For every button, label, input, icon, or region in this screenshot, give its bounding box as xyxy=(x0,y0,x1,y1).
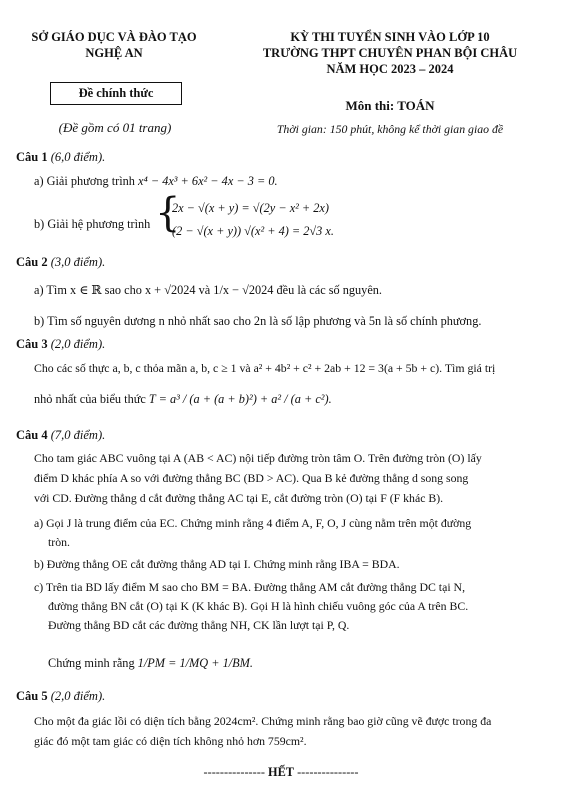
question-2-title xyxy=(16,255,105,270)
end-text: HẾT xyxy=(268,765,294,779)
question-5-title xyxy=(16,689,105,704)
q4-intro-2: điểm D khác phía A so với đường thẳng BC (BD > AC). Qua B kẻ đường thẳng d song song xyxy=(34,471,469,485)
question-3-title xyxy=(16,337,105,352)
q4c-line-3: Đường thẳng BD cắt các đường thẳng NH, CK lần lượt tại P, Q. xyxy=(48,618,350,632)
q3-line-2-text: nhỏ nhất của biểu thức xyxy=(34,392,146,406)
q4b-line: b) Đường thẳng OE cắt đường thẳng AD tại I. Chứng minh rằng IBA = BDA. xyxy=(34,557,400,571)
question-4-title xyxy=(16,428,105,443)
q1a-text: a) Giải phương trình xyxy=(34,174,135,188)
department-name: SỞ GIÁO DỤC VÀ ĐÀO TẠO xyxy=(31,30,197,44)
q4c-prove-text: Chứng minh rằng xyxy=(48,656,135,670)
question-2-label: Câu 2 xyxy=(16,255,48,269)
province-name: NGHỆ AN xyxy=(85,46,143,60)
q4c-line-4 xyxy=(48,656,253,671)
school-year: NĂM HỌC 2023 – 2024 xyxy=(326,62,454,76)
official-label: Đề chính thức xyxy=(50,82,182,105)
end-marker xyxy=(0,765,562,780)
exam-title: KỲ THI TUYỂN SINH VÀO LỚP 10 xyxy=(290,30,490,44)
q5-line-1: Cho một đa giác lồi có diện tích bằng 2024cm². Chứng minh rằng bao giờ cũng vẽ được trong đa xyxy=(34,714,492,728)
q1a-line xyxy=(34,174,278,189)
question-5-label: Câu 5 xyxy=(16,689,48,703)
q4c-equation: 1/PM = 1/MQ + 1/BM. xyxy=(137,656,253,670)
question-4-label: Câu 4 xyxy=(16,428,48,442)
question-2-points: (3,0 điểm). xyxy=(50,255,106,269)
q4a-line-2: tròn. xyxy=(48,535,70,549)
q2b-text: b) Tìm số nguyên dương n nhỏ nhất sao cho 2n là số lập phương và 5n là số chính phương. xyxy=(34,314,482,328)
school-name: TRƯỜNG THPT CHUYÊN PHAN BỘI CHÂU xyxy=(262,46,518,60)
q1a-equation: x⁴ − 4x³ + 6x² − 4x − 3 = 0. xyxy=(138,174,278,188)
question-3-label: Câu 3 xyxy=(16,337,48,351)
q4-intro-1: Cho tam giác ABC vuông tại A (AB < AC) nội tiếp đường tròn tâm O. Trên đường tròn (O) lấy xyxy=(34,451,482,465)
q2a-text: a) Tìm x ∈ ℝ sao cho x + √2024 và 1/x − √2024 đều là các số nguyên. xyxy=(34,283,383,297)
question-1-label: Câu 1 xyxy=(16,150,48,164)
q1b-equation-2: (2 − √(x + y)) √(x² + 4) = 2√3 x. xyxy=(172,224,334,238)
q4-intro-3: với CD. Đường thẳng d cắt đường thẳng AC tại E, cắt đường tròn (O) tại F (F khác B). xyxy=(34,491,444,505)
q1b-text: b) Giải hệ phương trình xyxy=(34,217,151,231)
end-dashes-right: --------------- xyxy=(297,765,359,779)
subject: Môn thi: TOÁN xyxy=(345,98,435,113)
question-5-points: (2,0 điểm). xyxy=(50,689,106,703)
end-dashes-left: --------------- xyxy=(203,765,265,779)
q3-line-2 xyxy=(34,392,332,407)
q4c-line-2: đường thẳng BN cắt (O) tại K (K khác B). Gọi H là hình chiếu vuông góc của A trên BC. xyxy=(48,599,469,613)
question-1-title xyxy=(16,150,105,165)
q4c-line-1: c) Trên tia BD lấy điểm M sao cho BM = BA. Đường thẳng AM cắt đường thẳng DC tại N, xyxy=(34,580,466,594)
question-4-points: (7,0 điểm). xyxy=(50,428,106,442)
time-limit: Thời gian: 150 phút, không kể thời gian giao đề xyxy=(276,122,504,136)
q1b-equation-1: 2x − √(x + y) = √(2y − x² + 2x) xyxy=(172,201,329,215)
q3-line-1: Cho các số thực a, b, c thỏa mãn a, b, c ≥ 1 và a² + 4b² + c² + 2ab + 12 = 3(a + 5b + c). Tìm giá trị xyxy=(34,361,496,375)
q5-line-2: giác đó một tam giác có diện tích không nhỏ hơn 759cm². xyxy=(34,734,307,748)
q4a-line-1: a) Gọi J là trung điểm của EC. Chứng minh rằng 4 điểm A, F, O, J cùng nằm trên một đường xyxy=(34,516,472,530)
question-3-points: (2,0 điểm). xyxy=(50,337,106,351)
system-brace: { xyxy=(155,190,181,236)
q3-expression: T = a³ / (a + (a + b)²) + a² / (a + c²). xyxy=(148,392,332,406)
question-1-points: (6,0 điểm). xyxy=(50,150,106,164)
pages-note: (Đề gồm có 01 trang) xyxy=(58,120,172,135)
